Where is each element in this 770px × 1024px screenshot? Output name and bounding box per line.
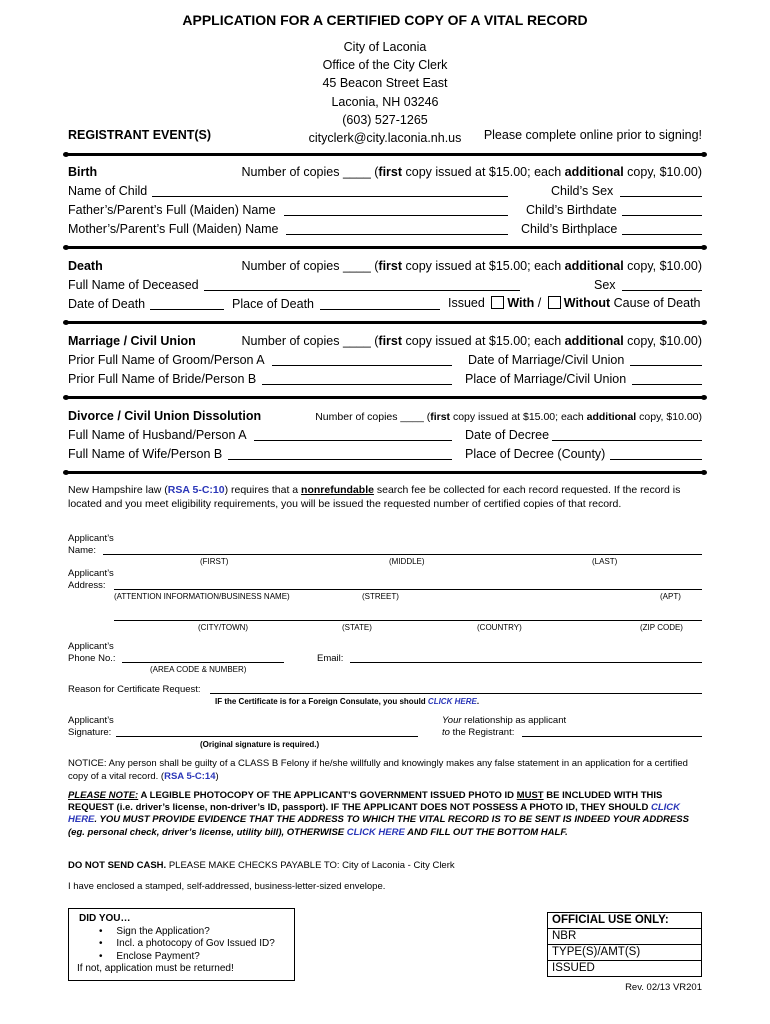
divider bbox=[66, 153, 704, 156]
please-note-label: PLEASE NOTE: bbox=[68, 790, 139, 801]
marriage-place-field[interactable] bbox=[632, 384, 702, 385]
office-street: 45 Beacon Street East bbox=[322, 76, 448, 91]
no-cash-text: DO NOT SEND CASH. bbox=[68, 860, 167, 871]
mother-name-label: Mother’s/Parent’s Full (Maiden) Name bbox=[68, 222, 279, 236]
copies-first: first bbox=[378, 334, 403, 348]
childs-birthplace-field[interactable] bbox=[622, 234, 702, 235]
office-name: Office of the City Clerk bbox=[322, 58, 448, 73]
copies-additional: additional bbox=[564, 259, 624, 273]
heading-sep: / bbox=[120, 334, 131, 348]
official-use-box bbox=[547, 912, 702, 977]
deceased-name-field[interactable] bbox=[204, 290, 520, 291]
nonrefundable-text: nonrefundable bbox=[301, 484, 374, 496]
checklist-label: Sign the Application? bbox=[116, 925, 210, 937]
note-text: . YOU MUST PROVIDE EVIDENCE THAT THE ADDRESS TO WHICH THE VITAL RECORD IS TO BE SENT IS INDEED YOUR ADDRESS (eg. personal check, driver’s license, utility bill), OTHERWISE bbox=[68, 814, 689, 838]
office-email[interactable]: cityclerk@city.laconia.nh.us bbox=[308, 131, 462, 146]
official-use-heading: OFFICIAL USE ONLY: bbox=[548, 913, 701, 929]
label-line: Applicant’s bbox=[68, 568, 114, 579]
attention-caption: (ATTENTION INFORMATION/BUSINESS NAME) bbox=[114, 592, 290, 601]
office-city: City of Laconia bbox=[343, 40, 427, 54]
marriage-date-label: Date of Marriage/Civil Union bbox=[468, 353, 625, 367]
italic-word: to bbox=[442, 727, 450, 738]
click-here-link[interactable]: CLICK HERE bbox=[68, 802, 680, 826]
bullet-icon: • bbox=[99, 925, 117, 937]
office-citystate: Laconia, NH 03246 bbox=[331, 94, 439, 109]
label-line: Signature: bbox=[68, 727, 112, 738]
note-text: . bbox=[476, 697, 480, 706]
name-of-child-label: Name of Child bbox=[68, 184, 148, 198]
copies-additional: additional bbox=[564, 334, 624, 348]
note-text: AND FILL OUT THE BOTTOM HALF. bbox=[404, 826, 568, 838]
cash-note bbox=[68, 860, 455, 871]
notice-text: NOTICE: Any person shall be guilty of a CLASS B Felony if he/she willfully and knowingly makes any false statement in an application for a certified copy of a vital record. ( bbox=[68, 758, 688, 782]
copies-label: Number of copies ____ ( bbox=[241, 334, 379, 348]
copies-end: copy, $10.00) bbox=[636, 411, 702, 423]
divider bbox=[66, 321, 704, 324]
zip-caption: (ZIP CODE) bbox=[640, 623, 683, 632]
father-name-field[interactable] bbox=[284, 215, 508, 216]
rsa-link[interactable]: RSA 5-C:14 bbox=[164, 770, 216, 782]
divider bbox=[66, 246, 704, 249]
copies-mid: copy issued at $15.00; each bbox=[450, 411, 587, 423]
label-line: Applicant’s bbox=[68, 715, 114, 726]
childs-birthdate-label: Child’s Birthdate bbox=[526, 203, 617, 217]
apt-caption: (APT) bbox=[660, 592, 681, 601]
cause-label: Cause of Death bbox=[613, 296, 701, 310]
please-note-paragraph bbox=[68, 790, 696, 839]
envelope-note: I have enclosed a stamped, self-addressed, business-letter-sized envelope. bbox=[68, 881, 386, 892]
label-line: Applicant’s bbox=[68, 533, 114, 544]
heading-sep: / bbox=[113, 409, 125, 423]
divider bbox=[66, 471, 704, 474]
label-line: Name: bbox=[68, 545, 96, 556]
bride-name-field[interactable] bbox=[262, 384, 452, 385]
dissolution-label: Civil Union Dissolution bbox=[124, 409, 262, 423]
copies-mid: copy issued at $15.00; each bbox=[402, 165, 565, 179]
marriage-heading bbox=[68, 334, 196, 348]
husband-name-label: Full Name of Husband/Person A bbox=[68, 428, 247, 442]
state-caption: (STATE) bbox=[342, 623, 372, 632]
decree-date-field[interactable] bbox=[552, 440, 702, 441]
applicant-signature-label bbox=[68, 715, 114, 739]
note-text: IF the Certificate is for a Foreign Consulate, you should bbox=[215, 697, 428, 706]
issued-field: ISSUED bbox=[552, 962, 595, 974]
death-heading: Death bbox=[68, 259, 103, 273]
click-here-link[interactable]: CLICK HERE bbox=[346, 826, 405, 838]
checks-payable-text: PLEASE MAKE CHECKS PAYABLE TO: City of Laconia - City Clerk bbox=[166, 860, 455, 871]
law-text: ) requires that a bbox=[224, 484, 302, 496]
checklist-label: Incl. a photocopy of Gov Issued ID? bbox=[116, 938, 275, 950]
groom-name-field[interactable] bbox=[272, 365, 452, 366]
name-of-child-field[interactable] bbox=[152, 196, 508, 197]
checklist-item bbox=[99, 938, 294, 951]
label-line: Address: bbox=[68, 580, 106, 591]
childs-sex-label: Child’s Sex bbox=[551, 184, 614, 198]
place-of-death-field[interactable] bbox=[320, 309, 440, 310]
copies-label: Number of copies ____ ( bbox=[241, 165, 379, 179]
mother-name-field[interactable] bbox=[286, 234, 508, 235]
copies-first: first bbox=[430, 411, 451, 423]
original-signature-note: (Original signature is required.) bbox=[200, 740, 320, 749]
notice-text: ) bbox=[215, 770, 219, 782]
office-phone: (603) 527-1265 bbox=[342, 112, 428, 127]
copies-label: Number of copies ____ ( bbox=[315, 411, 431, 423]
applicant-signature-field[interactable] bbox=[116, 736, 418, 737]
revision-label: Rev. 02/13 VR201 bbox=[625, 982, 702, 993]
date-of-death-field[interactable] bbox=[150, 309, 224, 310]
divorce-heading bbox=[68, 409, 261, 423]
marriage-label: Marriage bbox=[68, 334, 121, 348]
childs-birthplace-label: Child’s Birthplace bbox=[521, 222, 618, 236]
wife-name-field[interactable] bbox=[228, 459, 452, 460]
relationship-field[interactable] bbox=[522, 736, 702, 737]
bride-name-label: Prior Full Name of Bride/Person B bbox=[68, 372, 257, 386]
registrant-events-heading: REGISTRANT EVENT(S) bbox=[68, 128, 212, 142]
nbr-field: NBR bbox=[548, 929, 701, 945]
label-line: Applicant’s bbox=[68, 641, 114, 652]
did-you-box bbox=[68, 908, 295, 981]
label-line bbox=[442, 715, 566, 727]
copies-end: copy, $10.00) bbox=[623, 259, 702, 273]
note-text: A LEGIBLE PHOTOCOPY OF THE APPLICANT’S GOVERNMENT ISSUED PHOTO ID bbox=[138, 790, 517, 801]
law-text: New Hampshire law ( bbox=[68, 484, 168, 496]
husband-name-field[interactable] bbox=[254, 440, 452, 441]
law-paragraph bbox=[68, 484, 696, 511]
marriage-place-label: Place of Marriage/Civil Union bbox=[465, 372, 627, 386]
applicant-email-field[interactable] bbox=[350, 662, 702, 663]
marriage-date-field[interactable] bbox=[630, 365, 702, 366]
did-you-footer: If not, application must be returned! bbox=[77, 963, 234, 975]
without-checkbox[interactable] bbox=[548, 296, 561, 309]
place-of-death-label: Place of Death bbox=[232, 297, 314, 311]
checklist-item bbox=[99, 926, 294, 939]
deceased-name-label: Full Name of Deceased bbox=[68, 278, 199, 292]
bullet-icon: • bbox=[99, 938, 117, 950]
civil-union-label: Civil Union bbox=[130, 334, 196, 348]
rsa-link[interactable]: RSA 5-C:10 bbox=[167, 484, 225, 496]
notice-paragraph bbox=[68, 758, 696, 783]
city-caption: (CITY/TOWN) bbox=[198, 623, 249, 632]
copies-end: copy, $10.00) bbox=[623, 165, 702, 179]
email-label: Email: bbox=[317, 653, 344, 664]
issued-label: Issued bbox=[448, 296, 485, 310]
decree-date-label: Date of Decree bbox=[465, 428, 550, 442]
father-name-label: Father’s/Parent’s Full (Maiden) Name bbox=[68, 203, 276, 217]
date-of-death-label: Date of Death bbox=[68, 297, 146, 311]
first-caption: (FIRST) bbox=[200, 557, 229, 566]
copies-end: copy, $10.00) bbox=[623, 334, 702, 348]
copies-mid: copy issued at $15.00; each bbox=[402, 334, 565, 348]
applicant-name-field[interactable] bbox=[103, 554, 702, 555]
page-title: APPLICATION FOR A CERTIFIED COPY OF A VITAL RECORD bbox=[182, 12, 588, 28]
wife-name-label: Full Name of Wife/Person B bbox=[68, 447, 223, 461]
street-caption: (STREET) bbox=[362, 592, 399, 601]
reason-label: Reason for Certificate Request: bbox=[68, 684, 201, 695]
label-line bbox=[442, 727, 566, 739]
applicant-phone-label bbox=[68, 641, 116, 665]
applicant-city-field[interactable] bbox=[114, 620, 702, 621]
with-checkbox[interactable] bbox=[491, 296, 504, 309]
country-caption: (COUNTRY) bbox=[477, 623, 522, 632]
applicant-address-field[interactable] bbox=[114, 589, 702, 590]
copies-first: first bbox=[378, 259, 403, 273]
copies-first: first bbox=[378, 165, 403, 179]
copies-mid: copy issued at $15.00; each bbox=[402, 259, 565, 273]
last-caption: (LAST) bbox=[592, 557, 618, 566]
groom-name-label: Prior Full Name of Groom/Person A bbox=[68, 353, 265, 367]
foreign-consulate-note bbox=[215, 697, 479, 706]
middle-caption: (MIDDLE) bbox=[389, 557, 425, 566]
decree-place-field[interactable] bbox=[610, 459, 702, 460]
death-copies[interactable] bbox=[242, 259, 702, 273]
death-sex-field[interactable] bbox=[622, 290, 702, 291]
divorce-copies[interactable] bbox=[315, 411, 702, 423]
must-text: MUST bbox=[516, 790, 544, 801]
decree-place-label: Place of Decree (County) bbox=[465, 447, 606, 461]
law-text: search fee be collected for each record requested. If the record is located and you meet eligibility requirements, you will be issued the requested number of certified copies of that record. bbox=[68, 484, 681, 510]
bullet-icon: • bbox=[99, 950, 117, 962]
label-text: relationship as applicant bbox=[461, 715, 567, 726]
types-field: TYPE(S)/AMT(S) bbox=[548, 945, 701, 961]
copies-additional: additional bbox=[586, 411, 637, 423]
divorce-label: Divorce bbox=[68, 409, 114, 423]
applicant-address-label bbox=[68, 568, 114, 592]
italic-word: Your bbox=[442, 715, 462, 726]
label-line: Phone No.: bbox=[68, 653, 116, 664]
click-here-link[interactable]: CLICK HERE bbox=[427, 697, 477, 706]
childs-birthdate-field[interactable] bbox=[622, 215, 702, 216]
birth-heading: Birth bbox=[68, 165, 98, 179]
with-label: With bbox=[507, 296, 535, 310]
complete-online-note: Please complete online prior to signing! bbox=[483, 128, 702, 142]
divider bbox=[66, 396, 704, 399]
copies-additional: additional bbox=[564, 165, 624, 179]
copies-label: Number of copies ____ ( bbox=[241, 259, 379, 273]
area-code-caption: (AREA CODE & NUMBER) bbox=[150, 665, 247, 674]
birth-copies[interactable] bbox=[242, 165, 702, 179]
slash: / bbox=[537, 296, 542, 310]
death-sex-label: Sex bbox=[594, 278, 616, 292]
cause-of-death-options bbox=[448, 296, 701, 310]
reason-field[interactable] bbox=[210, 693, 702, 694]
applicant-phone-field[interactable] bbox=[122, 662, 284, 663]
label-text: the Registrant: bbox=[449, 727, 515, 738]
without-label: Without bbox=[563, 296, 611, 310]
note-text: BE INCLUDED WITH THIS REQUEST (i.e. driver’s license, non-driver’s ID, passport). IF THE APPLICANT DOES NOT POSSESS A PHOTO ID, THEY SHOULD bbox=[68, 790, 663, 814]
did-you-heading: DID YOU… bbox=[79, 913, 131, 924]
checklist-label: Enclose Payment? bbox=[116, 950, 200, 962]
marriage-copies[interactable] bbox=[242, 334, 702, 348]
checklist-item bbox=[99, 951, 294, 964]
childs-sex-field[interactable] bbox=[620, 196, 702, 197]
